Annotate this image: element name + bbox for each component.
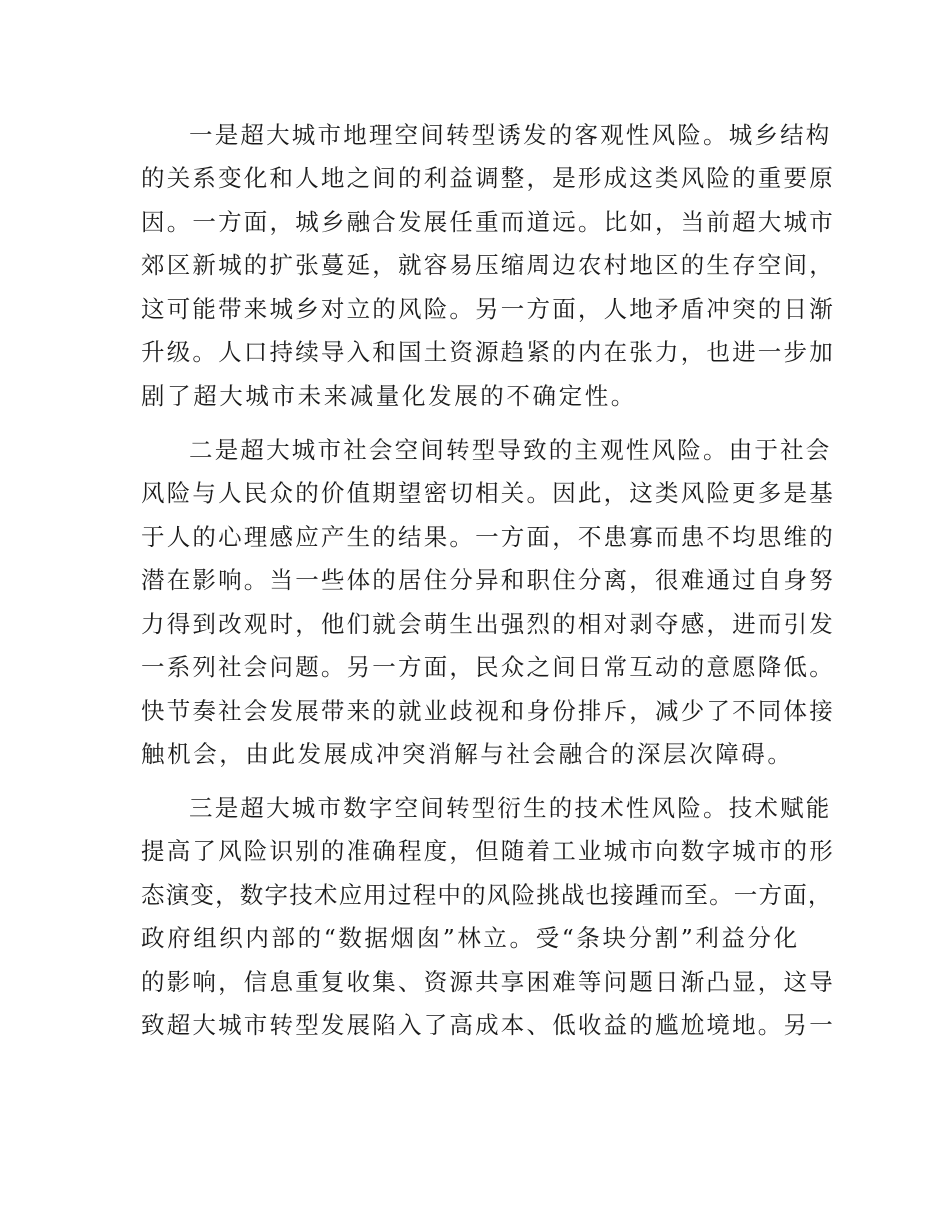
paragraph-3-line-5: 的影响，信息重复收集、资源共享困难等问题日渐凸显，这导 <box>141 968 835 996</box>
paragraph-2-line-8: 触机会，由此发展成冲突消解与社会融合的深层次障碍。 <box>141 740 794 768</box>
paragraph-1-line-6: 升级。人口持续导入和国土资源趋紧的内在张力，也进一步加 <box>141 338 835 366</box>
paragraph-2-line-4: 潜在影响。当一些体的居住分异和职住分离，很难通过自身努 <box>141 566 835 594</box>
paragraph-2-line-1: 二是超大城市社会空间转型导致的主观性风险。由于社会 <box>189 436 832 464</box>
paragraph-3-line-4: 政府组织内部的“数据烟囱”林立。受“条块分割”利益分化 <box>141 924 800 952</box>
paragraph-2-line-6: 一系列社会问题。另一方面，民众之间日常互动的意愿降低。 <box>141 653 835 681</box>
paragraph-3-line-6: 致超大城市转型发展陷入了高成本、低收益的尴尬境地。另一 <box>141 1011 835 1039</box>
paragraph-1-line-7: 剧了超大城市未来减量化发展的不确定性。 <box>141 382 637 410</box>
paragraph-2-line-3: 于人的心理感应产生的结果。一方面，不患寡而患不均思维的 <box>141 523 835 551</box>
paragraph-3-line-3: 态演变，数字技术应用过程中的风险挑战也接踵而至。一方面， <box>141 881 833 909</box>
paragraph-2-line-7: 快节奏社会发展带来的就业歧视和身份排斥，减少了不同体接 <box>141 697 835 725</box>
paragraph-1-line-5: 这可能带来城乡对立的风险。另一方面，人地矛盾冲突的日渐 <box>141 295 835 323</box>
paragraph-1-line-2: 的关系变化和人地之间的利益调整，是形成这类风险的重要原 <box>141 164 835 192</box>
paragraph-3-line-2: 提高了风险识别的准确程度，但随着工业城市向数字城市的形 <box>141 837 835 865</box>
paragraph-1-line-1: 一是超大城市地理空间转型诱发的客观性风险。城乡结构 <box>189 121 832 149</box>
paragraph-1-line-3: 因。一方面，城乡融合发展任重而道远。比如，当前超大城市 <box>141 208 835 236</box>
paragraph-1-line-4: 郊区新城的扩张蔓延，就容易压缩周边农村地区的生存空间， <box>141 251 835 279</box>
paragraph-3-line-1: 三是超大城市数字空间转型衍生的技术性风险。技术赋能 <box>189 794 832 822</box>
paragraph-2-line-5: 力得到改观时，他们就会萌生出强烈的相对剥夺感，进而引发 <box>141 610 835 638</box>
paragraph-2-line-2: 风险与人民众的价值期望密切相关。因此，这类风险更多是基 <box>141 479 835 507</box>
